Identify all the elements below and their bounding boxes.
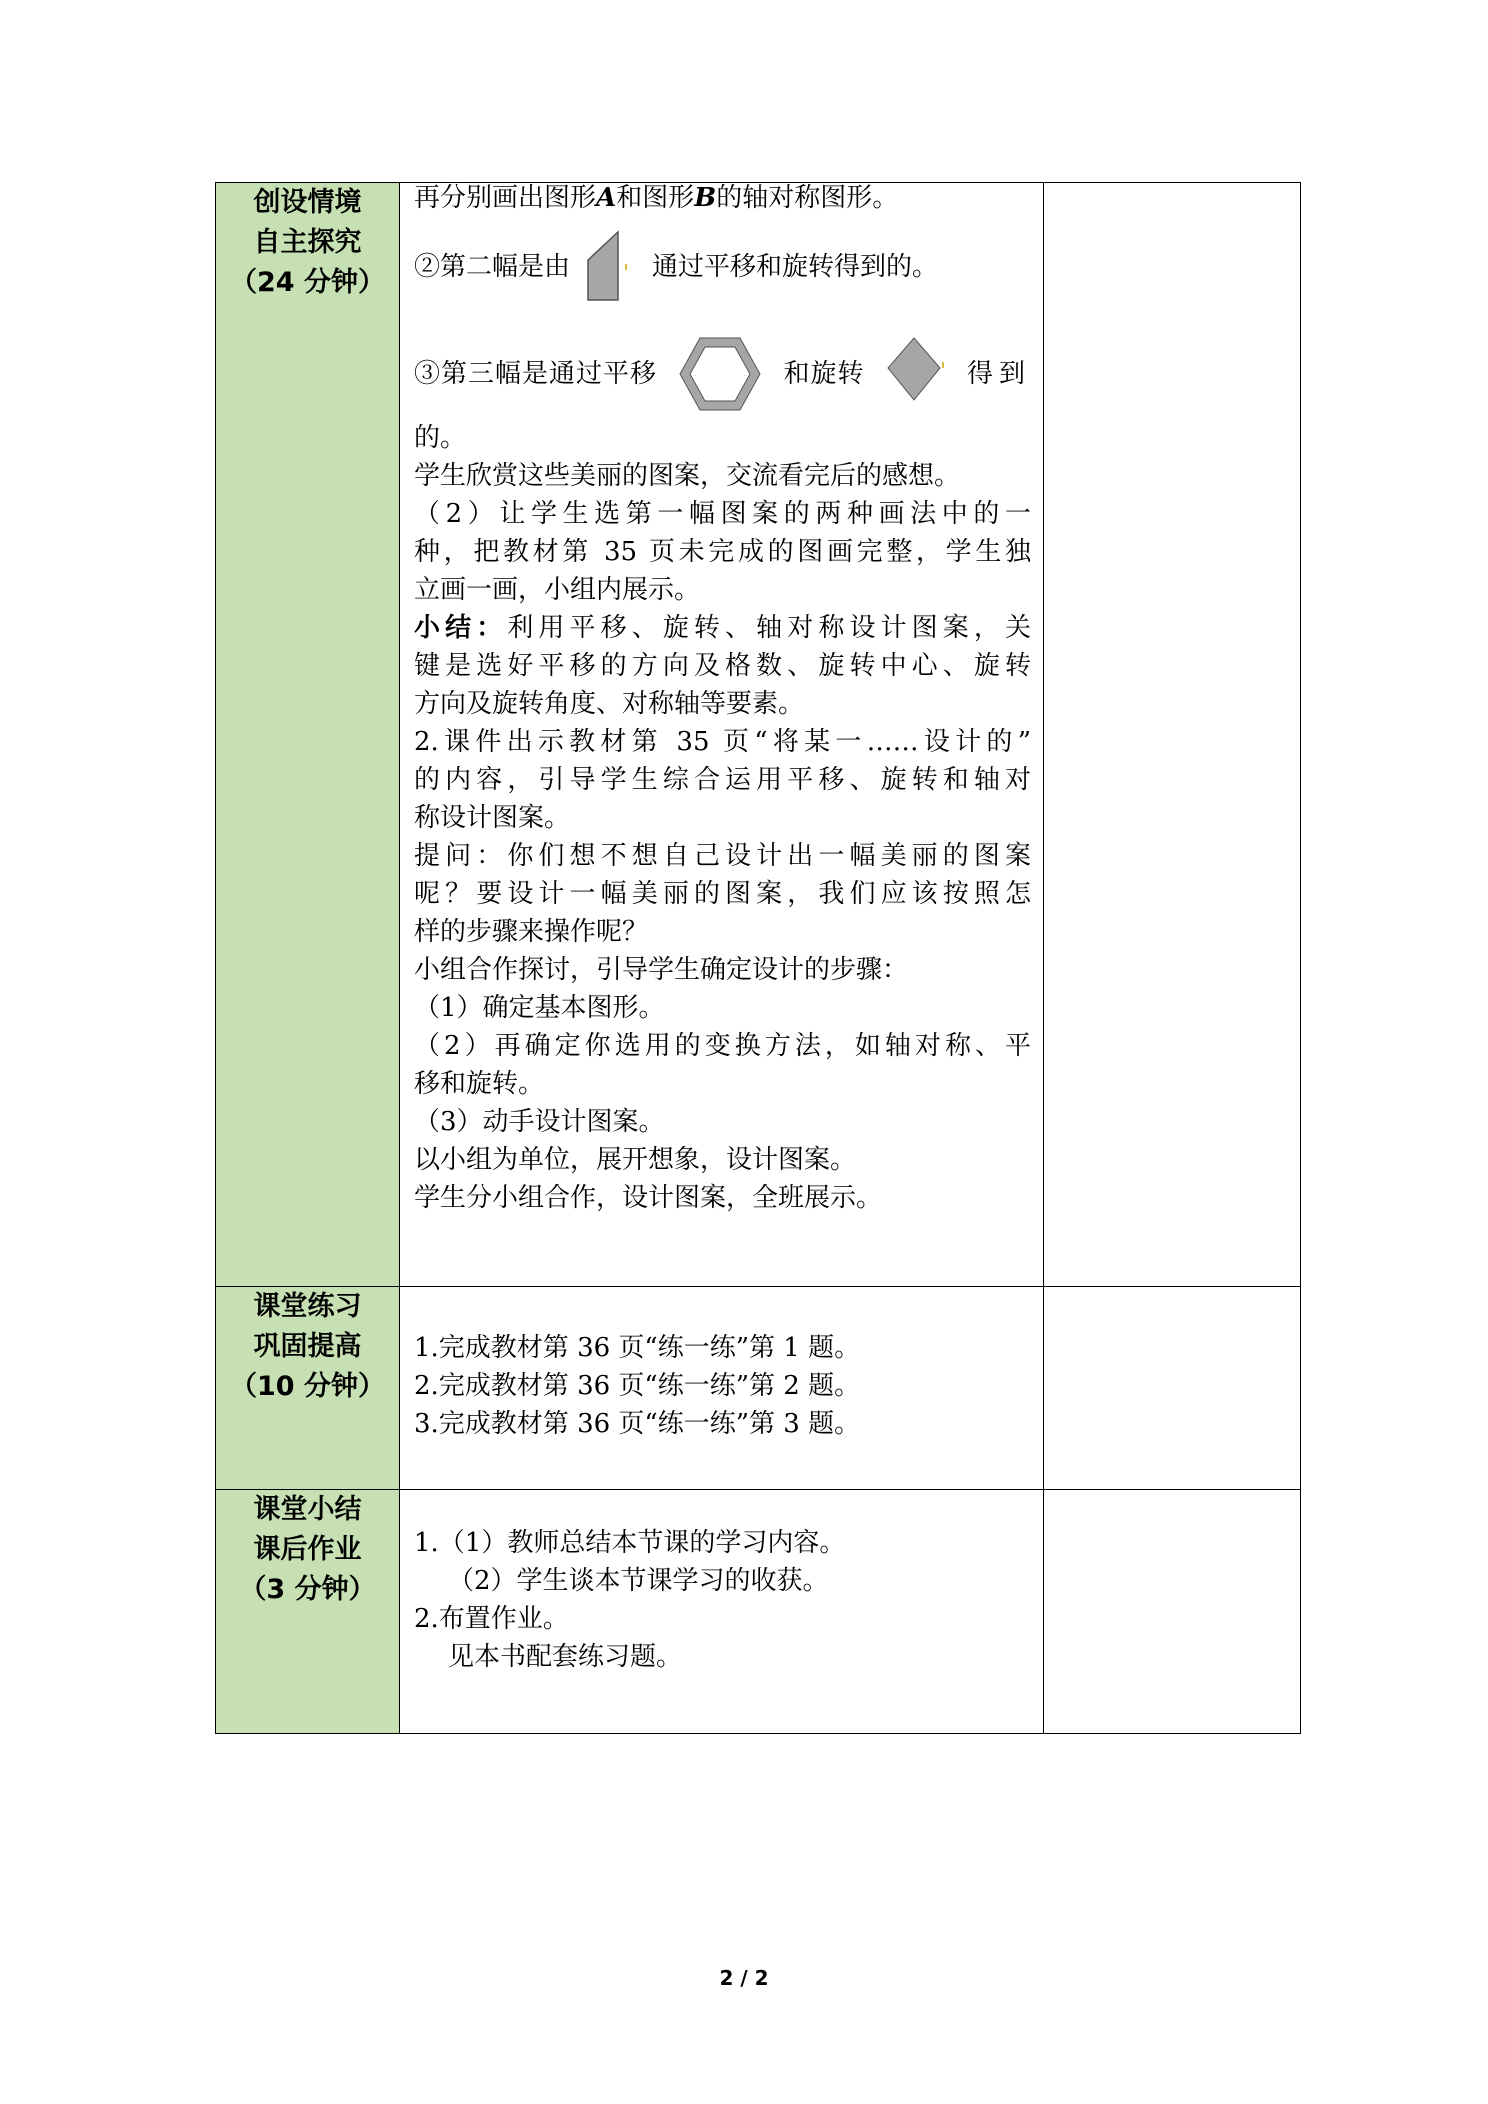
stage-label: 课后作业 (253, 1534, 362, 1565)
stage-label: （3 分钟） (239, 1574, 376, 1605)
text-line: ③第三幅是通过平移 和旋转 得到 (414, 329, 1031, 419)
lesson-plan-table (215, 182, 1301, 1734)
text-line: 学生分小组合作，设计图案，全班展示。 (414, 1183, 883, 1213)
summary-label: 小结： (414, 613, 508, 643)
text-line: （2）再确定你选用的变换方法，如轴对称、平 (414, 1031, 1031, 1061)
stage-cell (216, 183, 400, 1287)
list-item: （2）学生谈本节课学习的收获。 (448, 1566, 829, 1596)
text-line: 移和旋转。 (414, 1069, 545, 1099)
text-line: 2.课件出示教材第 35 页“将某一……设计的” (414, 727, 1031, 757)
content-cell (400, 1287, 1044, 1490)
stage-label: 创设情境 (253, 187, 362, 218)
content-cell (400, 1490, 1044, 1734)
text-line: ②第二幅是由 通过平移和旋转得到的。 (414, 227, 1031, 307)
stage-cell (216, 1287, 400, 1490)
stage-label: （24 分钟） (230, 267, 385, 298)
text-line: 再分别画出图形A和图形B的轴对称图形。 (414, 183, 899, 213)
list-item: 2.布置作业。 (414, 1604, 569, 1634)
text-line: 学生欣赏这些美丽的图案，交流看完后的感想。 (414, 461, 961, 491)
text-line: （1）确定基本图形。 (414, 993, 665, 1023)
stage-label: 课堂小结 (253, 1494, 362, 1525)
table-row (216, 1287, 1301, 1490)
text-line: 种，把教材第 35 页未完成的图画完整，学生独 (414, 537, 1031, 567)
stage-label: 巩固提高 (253, 1331, 362, 1362)
stage-label: 自主探究 (253, 227, 362, 258)
text-line: （3）动手设计图案。 (414, 1107, 665, 1137)
text-line: 呢？要设计一幅美丽的图案，我们应该按照怎 (414, 879, 1031, 909)
text-line: （2）让学生选第一幅图案的两种画法中的一 (414, 499, 1031, 529)
remark-cell (1044, 1490, 1301, 1734)
text-line: 小组合作探讨，引导学生确定设计的步骤： (414, 955, 909, 985)
list-item: 2.完成教材第 36 页“练一练”第 2 题。 (414, 1371, 861, 1401)
list-item: 1.完成教材第 36 页“练一练”第 1 题。 (414, 1333, 861, 1363)
stage-label: （10 分钟） (230, 1371, 385, 1402)
text-line: 称设计图案。 (414, 803, 571, 833)
text-line: 立画一画，小组内展示。 (414, 575, 701, 605)
text-line: 的。 (414, 423, 467, 453)
text-line: 样的步骤来操作呢？ (414, 917, 649, 947)
text-line: 提问：你们想不想自己设计出一幅美丽的图案 (414, 841, 1031, 871)
list-item: 3.完成教材第 36 页“练一练”第 3 题。 (414, 1409, 861, 1439)
remark-cell (1044, 183, 1301, 1287)
text-line: 以小组为单位，展开想象，设计图案。 (414, 1145, 857, 1175)
text-line: 的内容，引导学生综合运用平移、旋转和轴对 (414, 765, 1031, 795)
hexagon-shape-icon (678, 334, 762, 414)
trapezoid-shape-icon (582, 230, 640, 304)
stage-label: 课堂练习 (253, 1291, 362, 1322)
text-line: 方向及旋转角度、对称轴等要素。 (414, 689, 805, 719)
text-line: 键是选好平移的方向及格数、旋转中心、旋转 (414, 651, 1031, 681)
stage-cell (216, 1490, 400, 1734)
text-line: 小结：利用平移、旋转、轴对称设计图案，关 (414, 613, 1031, 643)
list-item: 1.（1）教师总结本节课的学习内容。 (414, 1528, 846, 1558)
rhombus-shape-icon (886, 336, 946, 412)
table-row (216, 1490, 1301, 1734)
remark-cell (1044, 1287, 1301, 1490)
list-item: 见本书配套练习题。 (448, 1642, 683, 1672)
content-cell (400, 183, 1044, 1287)
page-number: 2 / 2 (719, 1966, 769, 1990)
table-row (216, 183, 1301, 1287)
